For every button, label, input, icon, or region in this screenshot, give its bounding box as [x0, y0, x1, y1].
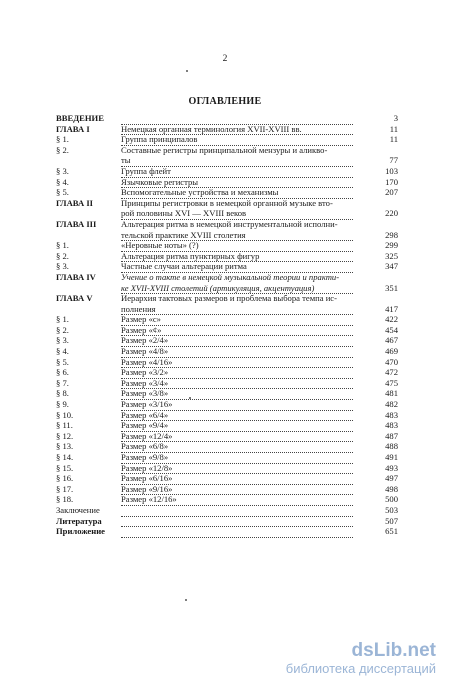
toc-entry-title-line: Язычковые регистры — [121, 177, 353, 189]
toc-entry-title-line: Размер «9/8» — [121, 452, 353, 464]
toc-entry-page: 500 — [385, 494, 398, 505]
toc-entry — [0, 463, 450, 474]
page-number: 2 — [222, 54, 228, 64]
toc-entry — [0, 357, 450, 368]
toc-entry-page: 422 — [385, 314, 398, 325]
toc-entry-page: 483 — [385, 420, 398, 431]
toc-entry-title-line: Размер «4/8» — [121, 346, 353, 358]
toc-entry-page: 325 — [385, 250, 398, 261]
toc-entry — [0, 325, 450, 336]
toc-entry-title-line: полнения — [121, 304, 353, 316]
toc-entry-page: 497 — [385, 473, 398, 484]
toc-entry — [0, 187, 450, 198]
toc-entry-title — [121, 272, 353, 294]
toc-entry — [0, 314, 450, 325]
toc-entry-page: 503 — [385, 504, 398, 515]
toc-entry-page: 298 — [385, 229, 398, 240]
toc-entry-label: § 1. — [56, 240, 69, 251]
toc-entry-title — [121, 293, 353, 315]
toc-entry-label: § 9. — [56, 399, 69, 410]
toc-entry-label: § 4. — [56, 176, 69, 187]
toc-entry — [0, 251, 450, 262]
toc-entry-page: 454 — [385, 324, 398, 335]
toc-entry-page: 11 — [389, 134, 398, 145]
toc-entry-label: § 1. — [56, 134, 69, 145]
scan-speck — [185, 599, 187, 601]
toc-entry-label: Заключение — [56, 504, 100, 515]
dslib-watermark[interactable] — [286, 641, 436, 677]
toc-entry-page: 77 — [389, 155, 398, 166]
toc-entry-page: 487 — [385, 430, 398, 441]
toc-entry — [0, 473, 450, 484]
toc-entry-title-line: «Неровные ноты» (?) — [121, 240, 353, 252]
toc-entry — [0, 145, 450, 166]
toc-entry-title-line — [121, 526, 353, 538]
toc-entry-label: § 2. — [56, 144, 69, 155]
toc-entry-page: 3 — [393, 113, 398, 123]
toc-entry-title-line: Размер «4/16» — [121, 357, 353, 369]
toc-entry-label: § 5. — [56, 187, 69, 198]
toc-title: ОГЛАВЛЕНИЕ — [188, 96, 262, 107]
toc-entry-title-line: Размер «2/4» — [121, 335, 353, 347]
toc-entry — [0, 272, 450, 293]
toc-entry-page: 299 — [385, 240, 398, 251]
toc-entry-page: 475 — [385, 377, 398, 388]
toc-entry-label: § 2. — [56, 250, 69, 261]
toc-entry — [0, 420, 450, 431]
toc-entry-title-line: тельской практике XVIII столетия — [121, 230, 353, 242]
toc-entry-title-line: Размер «¢» — [121, 325, 353, 337]
toc-entry — [0, 177, 450, 188]
toc-entry-title-line: ке XVII-XVIII столетий (артикуляция, акцентуация) — [121, 283, 353, 295]
toc-entry — [0, 516, 450, 527]
toc-entry-label: ГЛАВА V — [56, 293, 93, 304]
toc-entry-label: Приложение — [56, 526, 105, 537]
toc-entry-label: § 2. — [56, 324, 69, 335]
toc-entry — [0, 388, 450, 399]
toc-entry-page: 11 — [389, 123, 398, 134]
toc-entry — [0, 134, 450, 145]
toc-entry-page: 351 — [385, 282, 398, 293]
toc-entry-title-line: Размер «6/4» — [121, 410, 353, 422]
toc-entry — [0, 198, 450, 219]
toc-entry-label: § 16. — [56, 473, 74, 484]
toc-entry-page: 207 — [385, 187, 398, 198]
toc-entry-page: 470 — [385, 356, 398, 367]
toc-entry-label: ВВЕДЕНИЕ — [56, 113, 104, 123]
toc-entry — [0, 484, 450, 495]
dslib-caption: библиотека диссертаций — [285, 661, 436, 676]
toc-entry — [0, 219, 450, 240]
scan-speck — [186, 70, 188, 72]
toc-entry-label: § 4. — [56, 346, 69, 357]
toc-entry — [0, 378, 450, 389]
toc-entry-label: § 3. — [56, 261, 69, 272]
toc-entry-title-line: Размер «6/8» — [121, 441, 353, 453]
toc-entry-label: § 3. — [56, 335, 69, 346]
toc-entry-title-line: Иерархия тактовых размеров и проблема выбора темпа ис- — [121, 293, 337, 304]
toc-entry-title-line: Учение о такте в немецкой музыкальной теории и практи- — [121, 271, 340, 282]
toc-entry-label: § 10. — [56, 409, 74, 420]
toc-entry-label: ГЛАВА I — [56, 123, 90, 134]
toc-entry-label: § 5. — [56, 356, 69, 367]
toc-entry-label: § 6. — [56, 367, 69, 378]
toc-entry-page: 469 — [385, 346, 398, 357]
toc-entry-page: 220 — [385, 208, 398, 219]
toc-entry — [0, 526, 450, 537]
toc-entry — [0, 124, 450, 135]
toc-entry-title-line: Размер «3/4» — [121, 378, 353, 390]
toc-entry-page: 347 — [385, 261, 398, 272]
toc-entry-title-line: Размер «12/16» — [121, 494, 353, 506]
toc-entry-label: § 11. — [56, 420, 73, 431]
toc-entry-title-line: Размер «12/4» — [121, 431, 353, 443]
scan-speck — [189, 397, 191, 399]
toc-entry — [0, 505, 450, 516]
toc-entry-label: § 7. — [56, 377, 69, 388]
toc-entry-title-line: Альтерация ритма пунктирных фигур — [121, 251, 353, 263]
toc-entry-label: § 18. — [56, 494, 74, 505]
toc-entry-title — [121, 219, 353, 241]
toc-entry-title-line: Частные случаи альтерации ритма — [121, 261, 353, 273]
toc-entry-label: ГЛАВА III — [56, 218, 97, 229]
toc-entry — [0, 166, 450, 177]
toc-entry-title-line: Вспомогательные устройства и механизмы — [121, 187, 353, 199]
toc-entry-page: 467 — [385, 335, 398, 346]
toc-entry-label: § 15. — [56, 462, 74, 473]
toc-entry-title-line: Размер «9/4» — [121, 420, 353, 432]
toc-entry-label: § 1. — [56, 314, 69, 325]
toc-entry — [0, 494, 450, 505]
toc-entry-title-line: Размер «12/8» — [121, 463, 353, 475]
toc-entry-label: § 14. — [56, 452, 74, 462]
toc-entry — [0, 240, 450, 251]
toc-entry-title-line: Размер «3/8» — [121, 388, 353, 400]
dslib-logo: dsLib.net — [351, 640, 436, 661]
toc-entry-page: 493 — [385, 462, 398, 473]
toc-entry-title-line: Группа принципалов — [121, 134, 353, 146]
toc-entry-title-line: Размер «3/2» — [121, 367, 353, 379]
toc-entry-title-line: Альтерация ритма в немецкой инструментальной исполни- — [121, 218, 338, 229]
toc-entry-label: ГЛАВА II — [56, 197, 94, 208]
toc-entry-title-line: ты — [121, 155, 353, 167]
toc-entry-title — [121, 526, 353, 538]
toc-entry-page: 482 — [385, 399, 398, 410]
toc-entry-page: 481 — [385, 388, 398, 399]
toc-entry — [0, 261, 450, 272]
toc-entry-page: 417 — [385, 303, 398, 314]
toc-entry-title-line: Принципы регистровки в немецкой органной музыке вто- — [121, 197, 333, 208]
toc-entry-page: 507 — [385, 515, 398, 526]
toc-entry-page: 472 — [385, 367, 398, 378]
toc-entry-title-line: Немецкая органная терминология XVII-XVIII вв. — [121, 124, 353, 136]
toc-entry — [0, 335, 450, 346]
toc-entry-page: 491 — [385, 452, 398, 462]
toc-entry-label: § 13. — [56, 441, 74, 452]
table-of-contents — [0, 113, 450, 537]
toc-entry-title-line: Составные регистры принципальной мензуры и аликво- — [121, 144, 328, 155]
toc-entry-label: § 8. — [56, 388, 69, 399]
toc-entry-page: 103 — [385, 165, 398, 176]
toc-entry-page: 651 — [385, 526, 398, 537]
toc-entry — [0, 452, 450, 463]
toc-entry-title-line: Группа флейт — [121, 166, 353, 178]
toc-entry-page: 488 — [385, 441, 398, 452]
toc-entry — [0, 431, 450, 442]
toc-entry-label: Литература — [56, 515, 102, 526]
toc-entry-page: 170 — [385, 176, 398, 187]
toc-entry-label: § 17. — [56, 483, 74, 494]
toc-entry-title-line: Размер «c» — [121, 314, 353, 326]
toc-entry-label: ГЛАВА IV — [56, 271, 96, 282]
toc-entry-page: 483 — [385, 409, 398, 420]
toc-entry — [0, 410, 450, 421]
toc-entry-title-line: Размер «6/16» — [121, 473, 353, 485]
toc-entry — [0, 367, 450, 378]
toc-entry — [0, 293, 450, 314]
toc-entry — [0, 346, 450, 357]
toc-entry-page: 498 — [385, 483, 398, 494]
toc-entry-title — [121, 145, 353, 167]
toc-entry-title-line: Размер «9/16» — [121, 484, 353, 496]
toc-entry — [0, 441, 450, 452]
toc-entry-title-line: Размер «3/16» — [121, 399, 353, 411]
toc-entry — [0, 399, 450, 410]
toc-entry — [0, 113, 450, 124]
toc-entry-label: § 12. — [56, 430, 74, 441]
toc-entry-title — [121, 198, 353, 220]
toc-entry-label: § 3. — [56, 165, 69, 176]
toc-entry-title-line: рой половины XVI — XVIII веков — [121, 208, 353, 220]
